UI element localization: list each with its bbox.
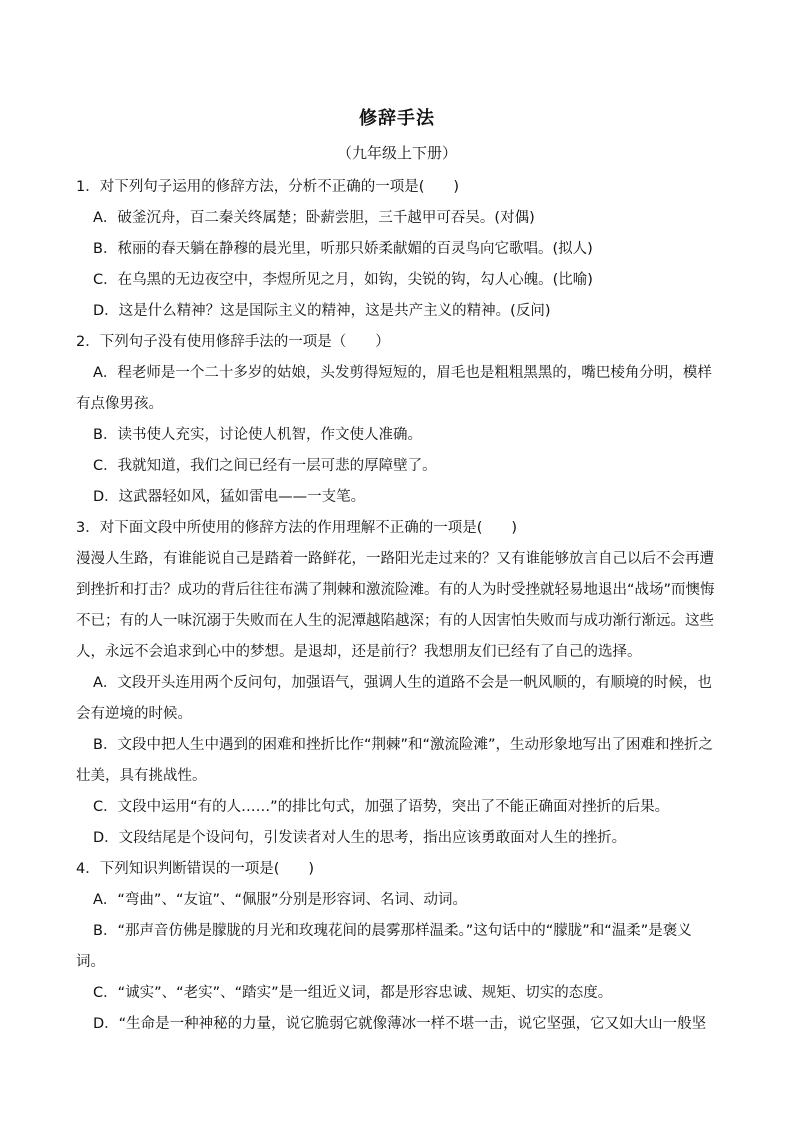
question-3-passage: 漫漫人生路，有谁能说自己是踏着一路鲜花，一路阳光走过来的？又有谁能够放言自己以后不会再遭到挫折和打击？成功的背后往往布满了荆棘和激流险滩。有的人为时受挫就轻易地退出“战场”而懊悔不已；有的人一味沉溺于失败而在人生的泥潭越陷越深；有的人因害怕失败而与成功渐行渐远。这些人，永远不会追求到心中的梦想。是退却，还是前行？我想朋友们已经有了自己的选择。 <box>76 551 715 660</box>
question-3-stem: 3．对下面文段中所使用的修辞方法的作用理解不正确的一项是( ) <box>76 520 518 536</box>
question-1-option-d: D．这是什么精神？这是国际主义的精神，这是共产主义的精神。(反问) <box>93 303 551 319</box>
question-4-option-b: B．“那声音仿佛是朦胧的月光和玫瑰花间的晨雾那样温柔。”这句话中的“朦胧”和“温柔”是褒义词。 <box>76 923 692 970</box>
question-1-option-c: C．在乌黑的无边夜空中，李煜所见之月，如钩，尖锐的钩，勾人心魄。(比喻) <box>93 272 593 288</box>
question-4-stem: 4．下列知识判断错误的一项是( ) <box>76 861 315 877</box>
question-2-option-b: B．读书使人充实，讨论使人机智，作文使人准确。 <box>93 427 422 443</box>
page-title: 修辞手法 <box>359 108 435 129</box>
question-4-option-a: A．“弯曲”、“友谊”、“佩服”分别是形容词、名词、动词。 <box>93 892 467 908</box>
question-1-option-a: A．破釜沉舟，百二秦关终属楚；卧薪尝胆，三千越甲可吞吴。(对偶) <box>93 210 535 226</box>
question-3-option-d: D．文段结尾是个设问句，引发读者对人生的思考，指出应该勇敢面对人生的挫折。 <box>93 830 627 846</box>
question-3-option-b: B．文段中把人生中遇到的困难和挫折比作“荆棘”和“激流险滩”，生动形象地写出了困难和挫折之壮美，具有挑战性。 <box>76 737 713 784</box>
question-3-option-c: C．文段中运用“有的人……”的排比句式，加强了语势，突出了不能正确面对挫折的后果。 <box>93 799 670 815</box>
question-2-option-a: A．程老师是一个二十多岁的姑娘，头发剪得短短的，眉毛也是粗粗黑黑的，嘴巴棱角分明，模样有点像男孩。 <box>76 365 712 412</box>
question-4-option-c: C．“诚实”、“老实”、“踏实”是一组近义词，都是形容忠诚、规矩、切实的态度。 <box>93 985 613 1001</box>
question-1-option-b: B．秾丽的春天躺在静穆的晨光里，听那只娇柔献媚的百灵鸟向它歌唱。(拟人) <box>93 241 593 257</box>
question-2-option-c: C．我就知道，我们之间已经有一层可悲的厚障壁了。 <box>93 458 437 474</box>
question-2-option-d: D．这武器轻如风，猛如雷电——一支笔。 <box>93 489 366 505</box>
question-3-option-a: A．文段开头连用两个反问句，加强语气，强调人生的道路不会是一帆风顺的，有顺境的时候，也会有逆境的时候。 <box>76 675 712 722</box>
document-body <box>76 172 718 1040</box>
question-4-option-d: D．“生命是一种神秘的力量，说它脆弱它就像薄冰一样不堪一击，说它坚强，它又如大山一般坚 <box>93 1016 707 1032</box>
question-1-stem: 1．对下列句子运用的修辞方法，分析不正确的一项是( ) <box>76 179 460 195</box>
question-2-stem: 2．下列句子没有使用修辞手法的一项是（ ） <box>76 334 390 350</box>
page-subtitle: （九年级上下册） <box>336 144 457 162</box>
